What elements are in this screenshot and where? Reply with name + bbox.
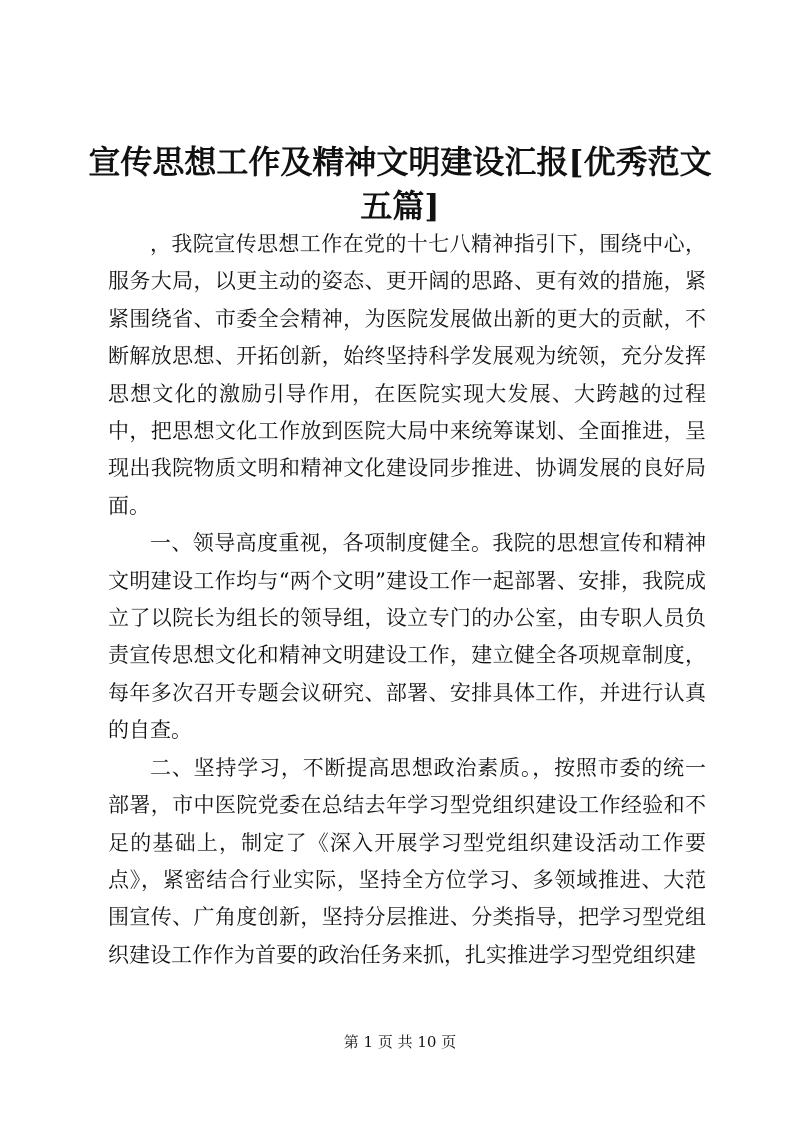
- paragraph-section-one: 一、领导高度重视，各项制度健全。我院的思想宣传和精神文明建设工作均与“两个文明”建设工作一起部署、安排，我院成立了以院长为组长的领导组，设立专门的办公室，由专职人员负责宣传思想文化和精神文明建设工作，建立健全各项规章制度，每年多次召开专题会议研究、部署、安排具体工作，并进行认真的自查。: [108, 531, 706, 743]
- document-title: 宣传思想工作及精神文明建设汇报[优秀范文五篇]: [88, 143, 712, 225]
- paragraph-intro: ，我院宣传思想工作在党的十七八精神指引下，围绕中心，服务大局，以更主动的姿态、更开阔的思路、更有效的措施，紧紧围绕省、市委全会精神，为医院发展做出新的更大的贡献，不断解放思想、开拓创新，始终坚持科学发展观为统领，充分发挥思想文化的激励引导作用，在医院实现大发展、大跨越的过程中，把思想文化工作放到医院大局中来统筹谋划、全面推进，呈现出我院物质文明和精神文化建设同步推进、协调发展的良好局面。: [108, 232, 706, 518]
- page-footer: 第 1 页 共 10 页: [343, 1033, 457, 1051]
- document-body: [108, 226, 706, 974]
- paragraph-section-two: 二、坚持学习，不断提高思想政治素质。，按照市委的统一部署，市中医院党委在总结去年学习型党组织建设工作经验和不足的基础上，制定了《深入开展学习型党组织建设活动工作要点》，紧密结合行业实际，坚持全方位学习、多领域推进、大范围宣传、广角度创新，坚持分层推进、分类指导，把学习型党组织建设工作作为首要的政治任务来抓，扎实推进学习型党组织建: [108, 755, 706, 967]
